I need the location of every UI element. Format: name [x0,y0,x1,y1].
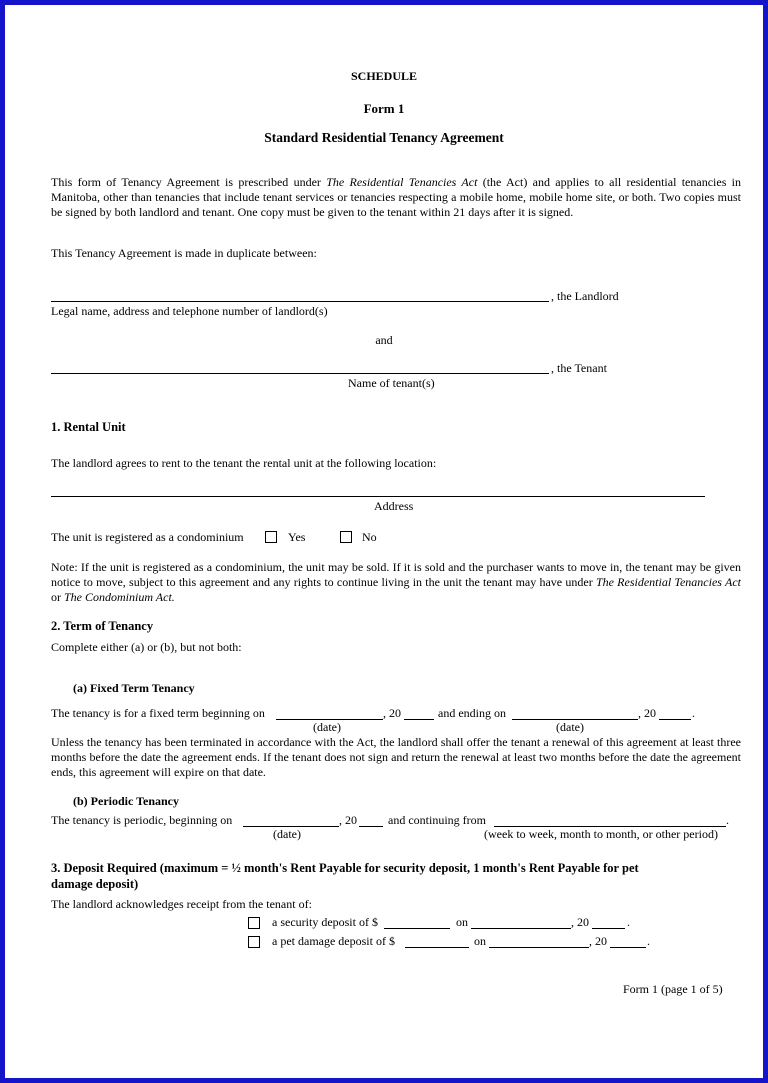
fixed-ending-text: and ending on [438,706,506,720]
pet-deposit-label: a pet damage deposit of $ [272,934,395,948]
periodic-begin-text: The tenancy is periodic, beginning on [51,813,233,827]
fixed-period: . [692,706,695,720]
security-amount-field[interactable] [384,928,450,929]
fixed-end-year-prefix: , 20 [638,706,656,720]
section-2-heading: 2. Term of Tenancy [51,619,154,633]
security-deposit-label: a security deposit of $ [272,915,378,929]
fixed-start-year-prefix: , 20 [383,706,401,720]
condo-yes-label: Yes [288,530,306,544]
page-footer: Form 1 (page 1 of 5) [623,982,723,996]
pet-year-field[interactable] [610,947,646,948]
periodic-date-caption: (date) [273,827,301,841]
note-or: or [51,590,64,604]
security-on-label: on [456,915,468,929]
intro-text-1: This form of Tenancy Agreement is prescribed under [51,175,327,189]
intro-text-2: (the Act) and applies to all residential tenancies in Manitoba, other than tenancies that include tenant services or tenancies respecting a mobile home, mobile home site, or both. Two copies must be signed by both landlord and tenant. One copy must be given to the tenant within 21 days after it is signed. [51,175,741,219]
address-field[interactable] [51,496,705,497]
tenant-caption: Name of tenant(s) [348,376,435,390]
fixed-term-heading: (a) Fixed Term Tenancy [73,681,195,695]
section-1-heading: 1. Rental Unit [51,420,126,434]
security-year-field[interactable] [592,928,625,929]
periodic-year-prefix: , 20 [339,813,357,827]
landlord-suffix: , the Landlord [551,289,619,303]
intro-act-name: The Residential Tenancies Act [326,175,478,189]
and-text: and [375,333,393,347]
fixed-start-year-field[interactable] [404,719,434,720]
pet-year-prefix: , 20 [589,934,607,948]
schedule-label: SCHEDULE [350,69,418,83]
intro-paragraph [51,175,741,220]
section-3-heading-line-1: 3. Deposit Required (maximum = ½ month's Rent Payable for security deposit, 1 month's Rent Payable for pet [51,861,639,875]
periodic-continuing-text: and continuing from [388,813,486,827]
periodic-period-dot: . [726,813,729,827]
condo-yes-checkbox[interactable] [265,531,277,543]
section-3-heading-line-2: damage deposit) [51,877,139,891]
renewal-paragraph: Unless the tenancy has been terminated in accordance with the Act, the landlord shall offer the tenant a renewal of this agreement at least three months before the date the agreement ends. If the tenant does not sign and return the renewal at least two months before the date the agreement ends, this agreement will expire on that date. [51,735,741,779]
form-number: Form 1 [363,101,405,116]
condo-note-text: Note: If the unit is registered as a condominium, the unit may be sold. If it is sold and the purchaser wants to move in, the tenant may be given notice to move, subject to this agreement and any rights to continue living in the unit the tenant may have under [51,560,741,589]
security-date-field[interactable] [471,928,571,929]
deposit-ack-text: The landlord acknowledges receipt from the tenant of: [51,897,312,911]
condo-no-checkbox[interactable] [340,531,352,543]
security-deposit-checkbox[interactable] [248,917,260,929]
pet-on-label: on [474,934,486,948]
fixed-start-date-caption: (date) [313,720,341,734]
tenant-suffix: , the Tenant [551,361,607,375]
note-act-1: The Residential Tenancies Act [595,575,741,589]
complete-either-text: Complete either (a) or (b), but not both: [51,640,242,654]
periodic-heading: (b) Periodic Tenancy [73,794,180,808]
condo-no-label: No [362,530,377,544]
condo-note [51,560,741,605]
periodic-year-field[interactable] [359,826,383,827]
address-caption: Address [374,499,414,513]
made-between-text: This Tenancy Agreement is made in duplicate between: [51,246,317,260]
security-period: . [627,915,630,929]
rental-agree-text: The landlord agrees to rent to the tenant the rental unit at the following location: [51,456,437,470]
pet-deposit-checkbox[interactable] [248,936,260,948]
page-title: Standard Residential Tenancy Agreement [264,130,504,145]
landlord-caption: Legal name, address and telephone number of landlord(s) [51,304,328,318]
pet-period: . [647,934,650,948]
fixed-end-date-caption: (date) [556,720,584,734]
security-year-prefix: , 20 [571,915,589,929]
condo-label: The unit is registered as a condominium [51,530,244,544]
fixed-end-year-field[interactable] [659,719,691,720]
pet-amount-field[interactable] [405,947,469,948]
fixed-term-begin-text: The tenancy is for a fixed term beginning on [51,706,265,720]
pet-date-field[interactable] [489,947,589,948]
landlord-name-field[interactable] [51,301,549,302]
note-act-2: The Condominium Act. [64,590,175,604]
tenant-name-field[interactable] [51,373,549,374]
periodic-period-caption: (week to week, month to month, or other period) [484,827,718,841]
